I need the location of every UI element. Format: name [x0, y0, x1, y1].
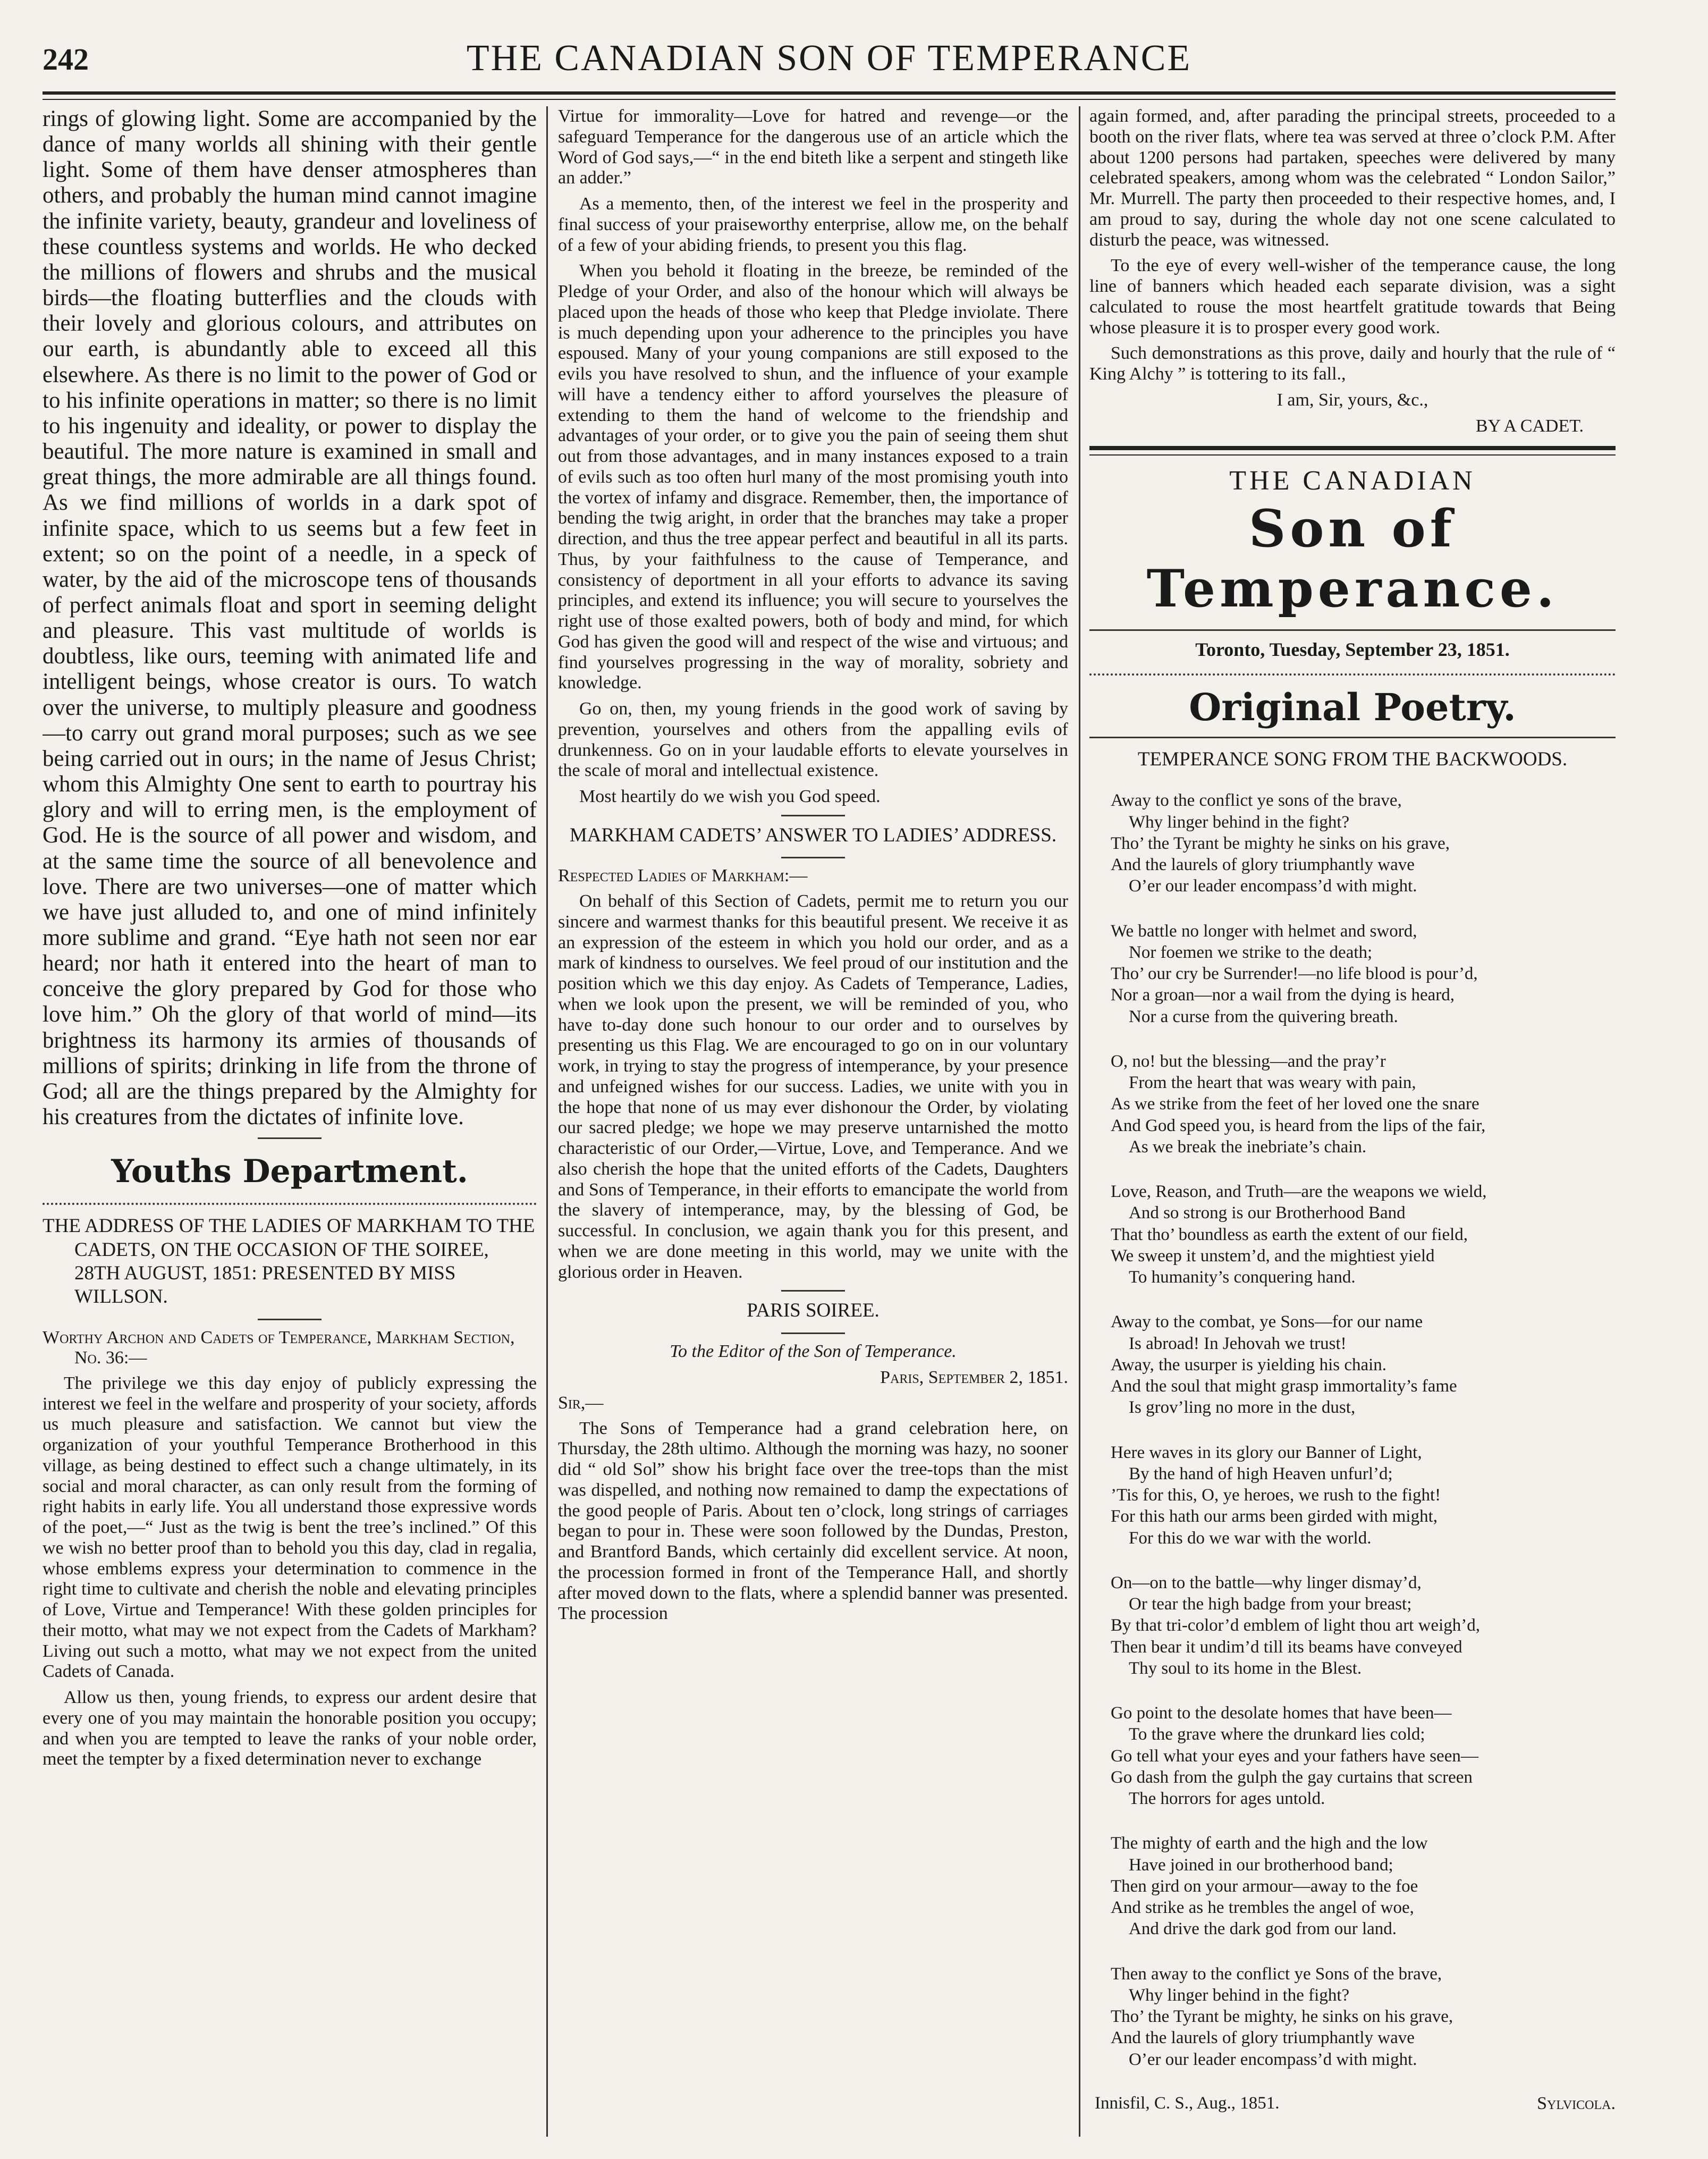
salutation: Respected Ladies of Markham:—: [558, 866, 808, 886]
article-paragraph: To the eye of every well-wisher of the temperance cause, the long line of banners which headed each separate division, was a sight calculated to rouse the most heartfelt gratitude towards that Being whose pleasure it is to prosper every good work.: [1089, 256, 1616, 338]
divider: [781, 857, 845, 858]
poem-line: The horrors for ages untold.: [1129, 1789, 1325, 1808]
letter-dateline: Paris, September 2, 1851.: [880, 1367, 1068, 1387]
poem: [1089, 790, 1616, 2070]
poem-stanza: [1111, 790, 1616, 897]
poem-line: And the laurels of glory triumphantly wave: [1111, 855, 1415, 874]
header-rule: [43, 91, 1616, 100]
poem-line: For this hath our arms been girded with might,: [1111, 1507, 1438, 1527]
poem-line: By that tri-color’d emblem of light thou art weigh’d,: [1111, 1616, 1480, 1635]
poem-line: And the soul that might grasp immortality’s fame: [1111, 1377, 1457, 1396]
article-paragraph: Such demonstrations as this prove, daily and hourly that the rule of “ King Alchy ” is tottering to its fall.,: [1089, 343, 1616, 384]
newspaper-title: THE CANADIAN SON OF TEMPERANCE: [466, 38, 1192, 79]
poem-place: Innisfil, C. S., Aug., 1851.: [1095, 2093, 1280, 2113]
poem-line: Nor foemen we strike to the death;: [1129, 942, 1373, 962]
issue-dateline: Toronto, Tuesday, September 23, 1851.: [1195, 639, 1510, 661]
poem-line: Tho’ the Tyrant be mighty he sinks on his grave,: [1111, 833, 1450, 853]
letter-recipient: To the Editor of the Son of Temperance.: [670, 1341, 957, 1361]
poem-stanza: [1111, 1572, 1616, 1679]
article-paragraph: On behalf of this Section of Cadets, permit me to return you our sincere and warmest thanks for this beautiful present. We receive it as an expression of the esteem in which you hold our order, and as a mark of kindness to ourselves. We feel proud of our institution and the position which we this day enjoy. As Cadets of Temperance, Ladies, when we look upon the present, we will be reminded of you, who have to-day done such honour to our order and to ourselves by presenting us this Flag. We are encouraged to go on in our voluntary work, in trying to stay the progress of intemperance, by your presence and unfeigned wishes for our success. Ladies, we unite with you in the hope that none of us may ever dishonour the Order, by violating our sacred pledge; we hope we may preserve untarnished the motto characteristic of our Order,—Virtue, Love, and Temperance. And we also cherish the hope that the united efforts of the Cadets, Daughters and Sons of Temperance, in their efforts to emancipate the world from the slavery of intemperance, may, by the blessing of God, be successful. In conclusion, we again thank you for this present, and when we are done meeting in this world, may we unite with the glorious order in Heaven.: [558, 891, 1068, 1282]
poem-line: Go tell what your eyes and your fathers have seen—: [1111, 1746, 1478, 1766]
masthead-line-2: Son of Temperance.: [1146, 499, 1559, 619]
column-divider: [1079, 106, 1080, 2137]
poem-line: O, no! but the blessing—and the pray’r: [1111, 1051, 1386, 1071]
letter-signature: BY A CADET.: [1475, 416, 1584, 436]
article-paragraph: The Sons of Temperance had a grand celebration here, on Thursday, the 28th ultimo. Although the morning was hazy, no sooner did “ old Sol” show his bright face over the tree-tops than the mist was dispelled, and nothing now remained to damp the expectations of the good people of Paris. About ten o’clock, long strings of carriages began to pour in. These were soon followed by the Dundas, Preston, and Brantford Bands, which certainly did excellent service. At noon, the procession formed in front of the Temperance Hall, and shortly after moved down to the flats, where a splendid banner was presented. The procession: [558, 1418, 1068, 1624]
divider: [258, 1319, 322, 1320]
divider: [781, 1290, 845, 1292]
page-header: [43, 32, 1616, 90]
poem-line: Why linger behind in the fight?: [1129, 812, 1350, 832]
poem-line: Away to the conflict ye sons of the brave,: [1111, 791, 1402, 811]
poem-line: That tho’ boundless as earth the extent of our field,: [1111, 1225, 1468, 1244]
poem-line: To the grave where the drunkard lies cold;: [1129, 1725, 1425, 1744]
poem-line: Tho’ our cry be Surrender!—no life blood is pour’d,: [1111, 964, 1478, 983]
poem-signature-row: [1095, 2094, 1616, 2114]
article-paragraph: again formed, and, after parading the principal streets, proceeded to a booth on the river flats, where tea was served at three o’clock P.M. After about 1200 persons had partaken, speeches were delivered by many celebrated speakers, among whom was the celebrated “ London Sailor,” Mr. Murrell. The party then proceeded to their respective homes, and, I am proud to say, during the whole day not one scene calculated to disturb the peace, was witnessed.: [1089, 106, 1616, 250]
poem-line: To humanity’s conquering hand.: [1129, 1268, 1356, 1287]
article-paragraph: Most heartily do we wish you God speed.: [579, 787, 881, 806]
poem-line: For this do we war with the world.: [1129, 1528, 1372, 1548]
poem-stanza: [1111, 1311, 1616, 1418]
poem-line: Is grov’ling no more in the dust,: [1129, 1398, 1356, 1418]
poem-line: As we break the inebriate’s chain.: [1129, 1137, 1367, 1157]
poem-line: As we strike from the feet of her loved one the snare: [1111, 1094, 1479, 1114]
poem-line: Away, the usurper is yielding his chain.: [1111, 1355, 1387, 1374]
masthead-rule: [1089, 446, 1616, 456]
poem-line: We battle no longer with helmet and sword,: [1111, 921, 1417, 941]
masthead-line-1: THE CANADIAN: [1229, 466, 1476, 496]
poem-line: Then away to the conflict ye Sons of the brave,: [1111, 1964, 1442, 1984]
salutation: Worthy Archon and Cadets of Temperance, Markham Section, No. 36:—: [43, 1327, 515, 1368]
poem-line: And drive the dark god from our land.: [1129, 1919, 1397, 1939]
article-paragraph: rings of glowing light. Some are accompanied by the dance of many worlds all shining with their gentle light. Some of them have denser atmospheres than others, and probably the human mind cannot imagine the infinite variety, beauty, grandeur and loveliness of these countless systems and worlds. He who decked the millions of flowers and shrubs and the musical birds—the floating butterflies and the clouds with their lovely and glorious colours, and attributes on our earth, is abundantly able to exceed all this elsewhere. As there is no limit to the power of God or to his infinite operations in matter; so there is no limit to his ingenuity and ideality, or power to display the beautiful. The more nature is examined in small and great things, the more admirable are all things found. As we find millions of worlds in a dark spot of infinite space, which to us seems but a few feet in extent; so on the point of a needle, in a speck of water, by the aid of the microscope tens of thousands of perfect animals float and sport in seeming delight and pleasure. This vast multitude of worlds is doubtless, like ours, teeming with animated life and intelligent beings, whose creator is ours. To watch over the universe, to multiply pleasure and goodness—to carry out grand moral purposes; such as we see being carried out in ours; in the name of Jesus Christ; whom this Almighty One sent to earth to pourtray his glory and will to erring men, is the employment of God. He is the source of all power and wisdom, and at the same time the source of all benevolence and love. There are two universes—one of matter which we have just alluded to, and one of mind infinitely more sublime and grand. “Eye hath not seen nor ear heard; nor hath it entered into the heart of man to conceive the glory prepared by God for those who love him.” Oh the glory of that world of mind—its brightness its harmony its armies of thousands of millions of spirits; drinking in life from the throne of God; all are the things prepared by the Almighty for his creatures from the dictates of infinite love.: [43, 106, 537, 1130]
poem-line: By the hand of high Heaven unfurl’d;: [1129, 1464, 1393, 1483]
section-heading: Original Poetry.: [1189, 685, 1516, 730]
poem-line: Nor a groan—nor a wail from the dying is heard,: [1111, 985, 1455, 1005]
poem-line: Love, Reason, and Truth—are the weapons we wield,: [1111, 1182, 1487, 1201]
poem-line: Go point to the desolate homes that have been—: [1111, 1703, 1452, 1723]
divider: [781, 815, 845, 816]
poem-line: Here waves in its glory our Banner of Light,: [1111, 1443, 1422, 1462]
article-title: PARIS SOIREE.: [747, 1300, 880, 1322]
divider: [258, 1137, 322, 1139]
poem-line: And the laurels of glory triumphantly wave: [1111, 2028, 1415, 2048]
poem-line: Then gird on your armour—away to the foe: [1111, 1876, 1418, 1896]
divider: [781, 1332, 845, 1334]
section-heading: Youths Department.: [111, 1153, 468, 1191]
poem-line: And so strong is our Brotherhood Band: [1129, 1203, 1406, 1223]
article-paragraph: Go on, then, my young friends in the good work of saving by prevention, yourselves and others from the appalling evils of drunkenness. Go on in your laudable efforts to elevate yourselves in the scale of moral and intellectual existence.: [558, 699, 1068, 781]
poem-stanza: [1111, 1181, 1616, 1288]
divider: [1089, 737, 1616, 738]
poem-line: Away to the combat, ye Sons—for our name: [1111, 1312, 1423, 1332]
poem-stanza: [1111, 1833, 1616, 1939]
poem-title: TEMPERANCE SONG FROM THE BACKWOODS.: [1137, 748, 1568, 771]
poem-line: We sweep it unstem’d, and the mightiest yield: [1111, 1246, 1435, 1266]
article-title: MARKHAM CADETS’ ANSWER TO LADIES’ ADDRESS.: [569, 824, 1057, 846]
column-divider: [546, 106, 548, 2137]
article-title: THE ADDRESS OF THE LADIES OF MARKHAM TO THE CADETS, ON THE OCCASION OF THE SOIREE, 28TH AUGUST, 1851: PRESENTED BY MISS WILLSON.: [43, 1215, 535, 1308]
poem-stanza: [1111, 1963, 1616, 2070]
poem-line: From the heart that was weary with pain,: [1129, 1073, 1416, 1092]
poem-line: Then bear it undim’d till its beams have conveyed: [1111, 1637, 1462, 1657]
column-2: [558, 106, 1068, 2137]
poem-line: Thy soul to its home in the Blest.: [1129, 1658, 1362, 1678]
column-3: [1089, 106, 1616, 2137]
poem-line: On—on to the battle—why linger dismay’d,: [1111, 1573, 1422, 1592]
poem-line: Tho’ the Tyrant be mighty, he sinks on his grave,: [1111, 2007, 1453, 2026]
poem-line: Or tear the high badge from your breast;: [1129, 1595, 1412, 1614]
salutation: Sir,—: [558, 1393, 604, 1413]
poem-line: Go dash from the gulph the gay curtains that screen: [1111, 1767, 1473, 1787]
page-number: 242: [43, 42, 89, 77]
article-paragraph: As a memento, then, of the interest we feel in the prosperity and final success of your praiseworthy enterprise, allow me, on the behalf of a few of your abiding friends, to present you this flag.: [558, 194, 1068, 255]
poem-stanza: [1111, 1051, 1616, 1158]
divider: [1089, 629, 1616, 631]
poem-line: ’Tis for this, O, ye heroes, we rush to the fight!: [1111, 1486, 1441, 1505]
poem-line: The mighty of earth and the high and the low: [1111, 1834, 1428, 1853]
column-1: [43, 106, 537, 2137]
poem-line: Is abroad! In Jehovah we trust!: [1129, 1334, 1347, 1353]
wavy-divider: [43, 1195, 537, 1205]
article-paragraph: Virtue for immorality—Love for hatred and revenge—or the safeguard Temperance for the dangerous use of an article which the Word of God says,—“ in the end biteth like a serpent and stingeth like an adder.”: [558, 106, 1068, 188]
poem-stanza: [1111, 1442, 1616, 1549]
wavy-divider: [1089, 666, 1616, 676]
poem-line: Why linger behind in the fight?: [1129, 1985, 1350, 2005]
poem-stanza: [1111, 921, 1616, 1027]
poem-line: Nor a curse from the quivering breath.: [1129, 1007, 1398, 1026]
article-paragraph: Allow us then, young friends, to express our ardent desire that every one of you may maintain the honorable position you occupy; and when you are tempted to leave the ranks of your noble order, meet the tempter by a fixed determination never to exchange: [43, 1688, 537, 1769]
poem-stanza: [1111, 1702, 1616, 1809]
poem-line: O’er our leader encompass’d with might.: [1129, 876, 1417, 896]
poem-line: And God speed you, is heard from the lips of the fair,: [1111, 1116, 1486, 1135]
article-paragraph: The privilege we this day enjoy of publicly expressing the interest we feel in the welfare and prosperity of your society, affords us much pleasure and satisfaction. We cannot but view the organization of your youthful Temperance Brotherhood in this village, as being destined to effect such a change ultimately, in its social and moral character, as can only result from the forming of right habits in early life. You all understand those expressive words of the poet,—“ Just as the twig is bent the tree’s inclined.” Of this we wish no better proof than to behold you this day, clad in regalia, whose emblems express your determination to commence in the right time to cultivate and cherish the noble and elevating principles of Love, Virtue and Temperance! With these golden principles for their motto, what may we not expect from the Cadets of Markham? Living out such a motto, what may we not expect from the united Cadets of Canada.: [43, 1373, 537, 1682]
article-paragraph: When you behold it floating in the breeze, be reminded of the Pledge of your Order, and also of the honour which will always be placed upon the heads of those who keep that Pledge inviolate. There is much depending upon your adherence to the principles you have espoused. Many of your young companions are still exposed to the evils you have resolved to shun, and the influence of your example will have a tendency either to afford yourselves the pleasure of extending to them the hand of welcome to the friendship and advantages of your order, or to give you the pain of seeing them shut out from those advantages, and in many instances exposed to a train of evils such as too often hurl many of the most promising youth into the vortex of infamy and disgrace. Remember, then, the importance of bending the twig aright, in order that the branches may take a proper direction, and thus the tree appear perfect and beautiful in all its parts. Thus, by your faithfulness to the cause of Temperance, and consistency of deportment in all your efforts to advance its saving principles, and extend its influence; you will secure to yourselves the right use of those exalted powers, both of body and mind, for which God has given the good will and respect of the wise and virtuous; and find yourselves progressing in the way of morality, sobriety and knowledge.: [558, 261, 1068, 693]
letter-closing: I am, Sir, yours, &c.,: [1276, 390, 1428, 410]
poem-line: And strike as he trembles the angel of woe,: [1111, 1898, 1414, 1917]
poem-line: O’er our leader encompass’d with might.: [1129, 2050, 1417, 2069]
poem-line: Have joined in our brotherhood band;: [1129, 1855, 1393, 1875]
poem-author: Sylvicola.: [1537, 2093, 1616, 2113]
